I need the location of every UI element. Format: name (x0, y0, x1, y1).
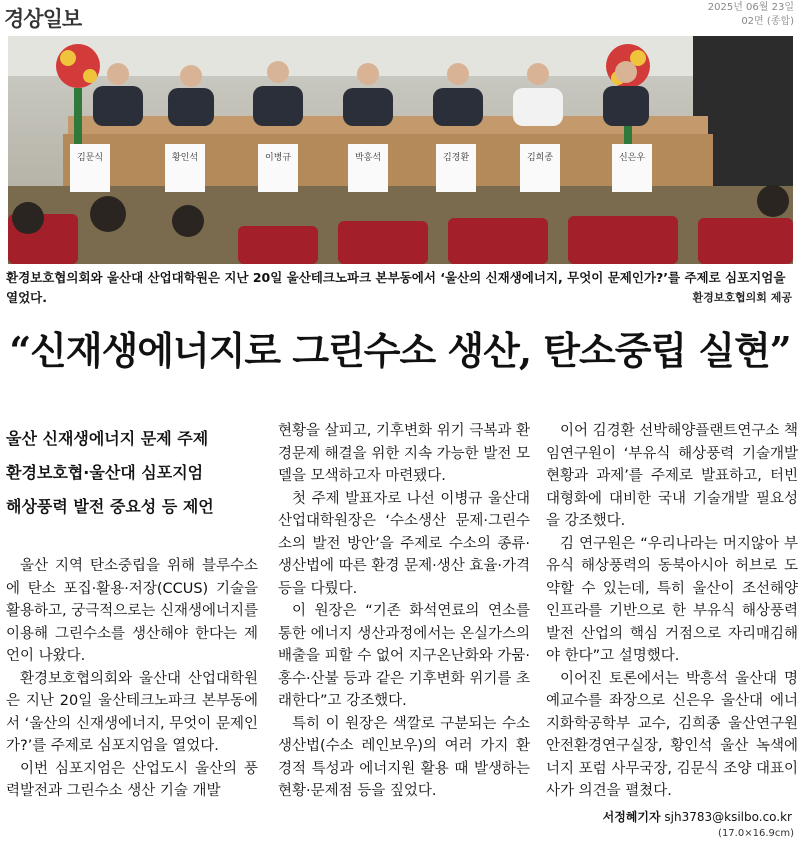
article-column-3 (546, 420, 798, 803)
paragraph: 이어진 토론에서는 박흥석 울산대 명예교수를 좌장으로 신은우 울산대 에너지화학공학부 교수, 김희종 울산연구원 안전환경연구실장, 황인석 울산 녹색에너지 포럼 사무국장, 김문식 조양 대표이사가 의견을 펼쳤다. (546, 670, 798, 799)
issue-info (708, 1, 794, 29)
paragraph: 첫 주제 발표자로 나선 이병규 울산대 산업대학원장은 ‘수소생산 문제·그린수소의 발전 방안’을 주제로 수소의 종류·생산법에 따른 환경 문제·생산 효율·가격 등을 다뤘다. (278, 490, 530, 597)
subheadline-3: 해상풍력 발전 중요성 등 제언 (6, 497, 214, 516)
nameplate-4-label: 박흥석 (354, 153, 382, 163)
nameplate-3 (258, 144, 298, 192)
symposium-photo (8, 36, 793, 264)
headline: “신재생에너지로 그린수소 생산, 탄소중립 실현” (9, 328, 791, 373)
subheadline-2: 환경보호협·울산대 심포지엄 (6, 463, 204, 482)
subheadline-1: 울산 신재생에너지 문제 주제 (6, 429, 209, 448)
paragraph: 현황을 살피고, 기후변화 위기 극복과 환경문제 해결을 위한 지속 가능한 발전 모델을 모색하고자 마련됐다. (278, 423, 530, 484)
masthead (0, 0, 800, 34)
nameplate-5 (436, 144, 476, 192)
photo-credit: 환경보호협의회 제공 (692, 291, 792, 304)
article-column-1 (6, 555, 258, 803)
article-column-2 (278, 420, 530, 803)
paragraph: 김 연구원은 “우리나라는 머지않아 부유식 해상풍력의 동북아시아 허브로 도약할 수 있는데, 특히 울산이 조선해양 인프라를 기반으로 한 부유식 해상풍력 발전 산업의 핵심 거점으로 자리매김해야 한다”고 설명했다. (546, 535, 798, 664)
paragraph: 이번 심포지엄은 산업도시 울산의 풍력발전과 그린수소 생산 기술 개발 (6, 760, 258, 799)
issue-date: 2025년 06월 23일 (707, 2, 794, 13)
nameplate-1-label: 김문식 (76, 153, 104, 163)
paragraph: 울산 지역 탄소중립을 위해 블루수소에 탄소 포집·활용·저장(CCUS) 기술을 활용하고, 궁극적으로는 신재생에너지를 이용해 그린수소를 생산해야 한다는 제언이 나왔다. (6, 558, 258, 664)
article-size: (17.0×16.9cm) (718, 828, 794, 839)
nameplate-7 (612, 144, 652, 192)
nameplate-7-label: 신은우 (618, 153, 646, 163)
nameplate-3-label: 이병규 (264, 153, 292, 163)
nameplate-1 (70, 144, 110, 192)
paragraph: 환경보호협의회와 울산대 산업대학원은 지난 20일 울산테크노파크 본부동에서 ‘울산의 신재생에너지, 무엇이 문제인가?’를 주제로 심포지엄을 열었다. (6, 670, 258, 754)
paragraph: 이 원장은 “기존 화석연료의 연소를 통한 에너지 생산과정에서는 온실가스의 배출을 피할 수 없어 지구온난화와 가뭄·홍수·산불 등과 같은 기후변화 위기를 초래한다”고 강조했다. (278, 603, 530, 709)
nameplate-6-label: 김희종 (526, 153, 554, 163)
nameplate-4 (348, 144, 388, 192)
nameplate-2-label: 황인석 (171, 153, 199, 163)
nameplate-6 (520, 144, 560, 192)
reporter-name: 서정혜기자 (602, 810, 661, 824)
paragraph: 특히 이 원장은 색깔로 구분되는 수소생산법(수소 레인보우)의 여러 가지 환경적 특성과 에너지원 활용 때 발생하는 현황·문제점 등을 짚었다. (278, 715, 530, 799)
nameplate-2 (165, 144, 205, 192)
paragraph: 이어 김경환 선박해양플랜트연구소 책임연구원이 ‘부유식 해상풍력 기술개발 현황과 과제’를 주제로 발표하고, 터빈 대형화에 대비한 국내 기술개발 필요성을 강조했다. (546, 423, 798, 529)
reporter-email: sjh3783@ksilbo.co.kr (664, 810, 792, 824)
nameplate-5-label: 김경환 (442, 153, 470, 163)
newspaper-logo: 경상일보 (4, 7, 82, 31)
page-number: 02면 (종합) (741, 16, 794, 27)
byline (603, 808, 792, 825)
photo-caption: 환경보호협의회와 울산대 산업대학원은 지난 20일 울산테크노파크 본부동에서 ‘울산의 신재생에너지, 무엇이 문제인가?’를 주제로 심포지엄을 열었다. (6, 270, 786, 305)
